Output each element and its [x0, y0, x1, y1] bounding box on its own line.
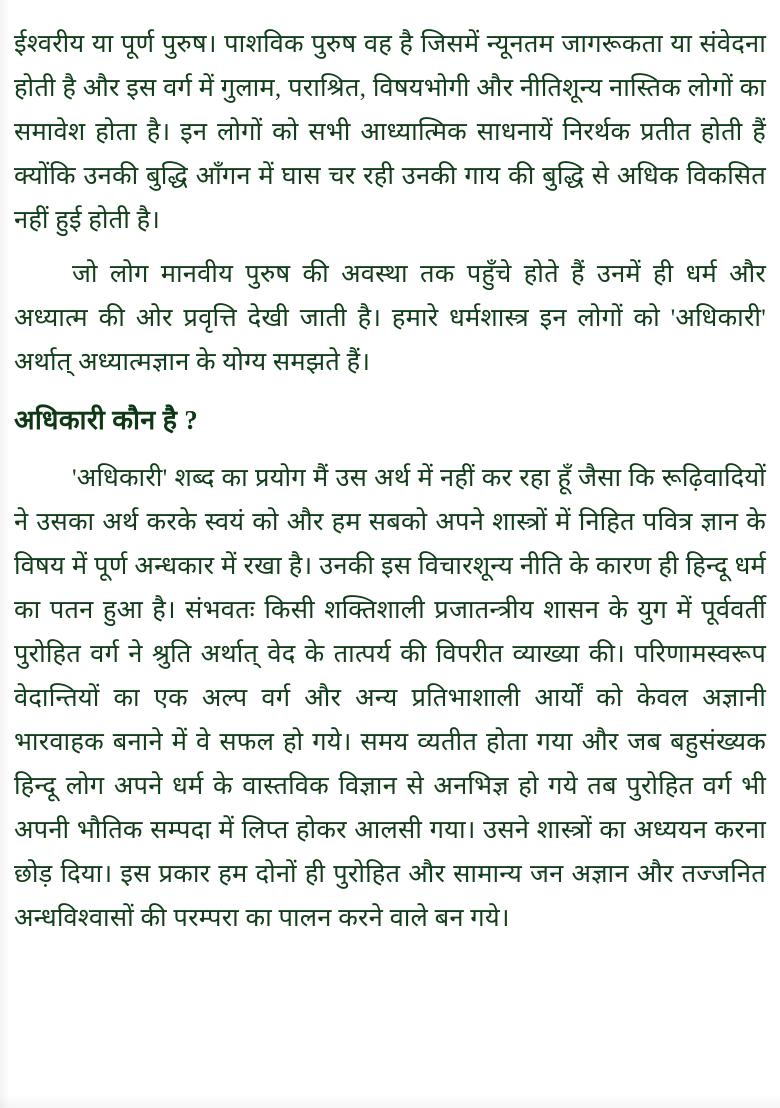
page-left-shadow	[0, 0, 10, 1108]
paragraph-3: 'अधिकारी' शब्द का प्रयोग मैं उस अर्थ में नहीं कर रहा हूँ जैसा कि रूढ़िवादियों ने उसका अर्थ करके स्वयं को और हम सबको अपने शास्त्रों में निहित पवित्र ज्ञान के विषय में पूर्ण अन्धकार में रखा है। उनकी इस विचारशून्य नीति के कारण ही हिन्दू धर्म का पतन हुआ है। संभवतः किसी शक्तिशाली प्रजातन्त्रीय शासन के युग में पूर्ववर्ती पुरोहित वर्ग ने श्रुति अर्थात् वेद के तात्पर्य की विपरीत व्याख्या की। परिणामस्वरूप वेदान्तियों का एक अल्प वर्ग और अन्य प्रतिभाशाली आर्यों को केवल अज्ञानी भारवाहक बनाने में वे सफल हो गये। समय व्यतीत होता गया और जब बहुसंख्यक हिन्दू लोग अपने धर्म के वास्तविक विज्ञान से अनभिज्ञ हो गये तब पुरोहित वर्ग भी अपनी भौतिक सम्पदा में लिप्त होकर आलसी गया। उसने शास्त्रों का अध्ययन करना छोड़ दिया। इस प्रकार हम दोनों ही पुरोहित और सामान्य जन अज्ञान और तज्जनित अन्धविश्वासों की परम्परा का पालन करने वाले बन गये।	[14, 463, 766, 932]
heading-spacer-top	[14, 384, 766, 400]
page-bottom-shadow	[0, 1094, 780, 1108]
paragraph-spacer-1	[14, 242, 766, 252]
section-heading: अधिकारी कौन है ?	[14, 405, 199, 435]
heading-spacer-bottom	[14, 440, 766, 456]
page-text-body	[14, 22, 766, 940]
paragraph-2: जो लोग मानवीय पुरुष की अवस्था तक पहुँचे होते हैं उनमें ही धर्म और अध्यात्म की ओर प्रवृत्ति देखी जाती है। हमारे धर्मशास्त्र इन लोगों को 'अधिकारी' अर्थात् अध्यात्मज्ञान के योग्य समझते हैं।	[14, 259, 766, 376]
paragraph-1: ईश्वरीय या पूर्ण पुरुष। पाशविक पुरुष वह है जिसमें न्यूनतम जागरूकता या संवेदना होती है और इस वर्ग में गुलाम, पराश्रित, विषयभोगी और नीतिशून्य नास्तिक लोगों का समावेश होता है। इन लोगों को सभी आध्यात्मिक साधनायें निरर्थक प्रतीत होती हैं क्योंकि उनकी बुद्धि आँगन में घास चर रही उनकी गाय की बुद्धि से अधिक विकसित नहीं हुई होती है।	[14, 29, 766, 234]
